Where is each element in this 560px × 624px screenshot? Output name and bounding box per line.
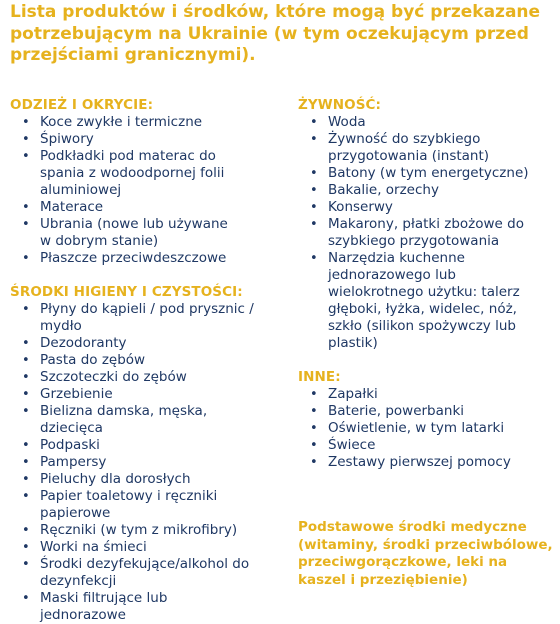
list-item — [298, 216, 560, 250]
list-item — [298, 386, 560, 403]
bullet-icon: • — [22, 404, 30, 419]
list-item-text: aluminiowej — [40, 182, 122, 198]
list-item — [10, 301, 295, 335]
list-item-text: Papier toaletowy i ręczniki — [40, 488, 218, 504]
list-item — [10, 352, 295, 369]
list-item-text: dziecięca — [40, 420, 103, 436]
bullet-icon: • — [310, 132, 318, 147]
list-item — [10, 522, 295, 539]
bullet-icon: • — [22, 251, 30, 266]
bullet-icon: • — [310, 387, 318, 402]
list-item — [298, 420, 560, 437]
bullet-icon: • — [22, 217, 30, 232]
list-item-text: Ubrania (nowe lub używane — [40, 216, 228, 232]
list-item — [298, 199, 560, 216]
list-item-text: Zestawy pierwszej pomocy — [328, 454, 511, 470]
list-item-text: Bielizna damska, męska, — [40, 403, 208, 419]
bullet-icon: • — [310, 251, 318, 266]
bullet-icon: • — [22, 336, 30, 351]
list-item-text: Środki dezyfekujące/alkohol do — [40, 556, 250, 572]
hygiene-list — [10, 301, 295, 624]
list-item-text: papierowe — [40, 505, 111, 521]
list-item-text: Konserwy — [328, 199, 393, 215]
bullet-icon: • — [310, 421, 318, 436]
list-item-text: mydło — [40, 318, 82, 334]
bullet-icon: • — [22, 387, 30, 402]
list-item-text: jednorazowe — [40, 607, 126, 623]
bullet-icon: • — [310, 115, 318, 130]
list-item-text: Świece — [328, 437, 376, 453]
list-item-text: szkło (silikon spożywczy lub — [328, 318, 516, 334]
bullet-icon: • — [310, 455, 318, 470]
bullet-icon: • — [310, 404, 318, 419]
list-item-text: wielokrotnego użytku: talerz — [328, 284, 520, 300]
section-heading-food: ŻYWNOŚĆ: — [298, 97, 382, 113]
bullet-icon: • — [22, 489, 30, 504]
list-item — [10, 471, 295, 488]
bullet-icon: • — [22, 557, 30, 572]
page-title: Lista produktów i środków, które mogą być przekazane potrzebującym na Ukrainie (w tym oczekującym przed przejściami granicznymi). — [10, 2, 541, 65]
bullet-icon: • — [22, 200, 30, 215]
list-item-text: przygotowania (instant) — [328, 148, 490, 164]
list-item-text: Materace — [40, 199, 104, 215]
section-heading-other: INNE: — [298, 369, 341, 385]
right-column — [298, 97, 560, 471]
list-item-text: Ręczniki (w tym z mikrofibry) — [40, 522, 238, 538]
list-item-text: Narzędzia kuchenne — [328, 250, 465, 266]
bullet-icon: • — [22, 370, 30, 385]
food-list — [298, 114, 560, 352]
bullet-icon: • — [22, 302, 30, 317]
list-item-text: Worki na śmieci — [40, 539, 147, 555]
list-item-text: Woda — [328, 114, 366, 130]
list-item-text: Pieluchy dla dorosłych — [40, 471, 191, 487]
list-item-text: Szczoteczki do zębów — [40, 369, 187, 385]
list-item-text: Żywność do szybkiego — [328, 131, 481, 147]
list-item-text: Zapałki — [328, 386, 378, 402]
list-item — [10, 369, 295, 386]
bullet-icon: • — [310, 200, 318, 215]
list-item — [10, 454, 295, 471]
list-item — [10, 216, 295, 250]
list-item — [10, 556, 295, 590]
list-item — [10, 488, 295, 522]
bullet-icon: • — [22, 149, 30, 164]
clothing-list — [10, 114, 295, 267]
list-item — [10, 335, 295, 352]
bullet-icon: • — [310, 217, 318, 232]
list-item-text: jednorazowego lub — [328, 267, 456, 283]
list-item-text: spania z wodoodpornej folii — [40, 165, 225, 181]
list-item-text: dezynfekcji — [40, 573, 117, 589]
list-item-text: Płyny do kąpieli / pod prysznic / — [40, 301, 254, 317]
list-item — [10, 131, 295, 148]
list-item-text: Podpaski — [40, 437, 100, 453]
bullet-icon: • — [310, 183, 318, 198]
list-item — [10, 199, 295, 216]
bullet-icon: • — [22, 132, 30, 147]
left-column — [10, 97, 295, 624]
other-list — [298, 386, 560, 471]
list-item-text: Grzebienie — [40, 386, 113, 402]
list-item — [298, 403, 560, 420]
bullet-icon: • — [22, 353, 30, 368]
list-item-text: Oświetlenie, w tym latarki — [328, 420, 505, 436]
bullet-icon: • — [22, 523, 30, 538]
list-item — [10, 148, 295, 199]
list-item-text: Podkładki pod materac do — [40, 148, 216, 164]
bullet-icon: • — [22, 472, 30, 487]
bullet-icon: • — [22, 591, 30, 606]
list-item-text: plastik) — [328, 335, 378, 351]
list-item — [10, 437, 295, 454]
list-item — [10, 114, 295, 131]
list-item-text: głęboki, łyżka, widelec, nóż, — [328, 301, 517, 317]
list-item-text: w dobrym stanie) — [40, 233, 159, 249]
bullet-icon: • — [310, 166, 318, 181]
list-item — [298, 250, 560, 352]
list-item — [298, 182, 560, 199]
list-item-text: Koce zwykłe i termiczne — [40, 114, 203, 130]
list-item-text: Makarony, płatki zbożowe do — [328, 216, 524, 232]
list-item-text: Pampersy — [40, 454, 107, 470]
list-item — [298, 437, 560, 454]
list-item-text: Baterie, powerbanki — [328, 403, 465, 419]
list-item — [298, 165, 560, 182]
list-item-text: szybkiego przygotowania — [328, 233, 500, 249]
list-item — [10, 386, 295, 403]
bullet-icon: • — [22, 455, 30, 470]
list-item-text: Dezodoranty — [40, 335, 127, 351]
list-item — [10, 539, 295, 556]
list-item — [298, 131, 560, 165]
section-heading-clothing: ODZIEŻ I OKRYCIE: — [10, 97, 154, 113]
list-item-text: Płaszcze przeciwdeszczowe — [40, 250, 227, 266]
list-item — [298, 114, 560, 131]
list-item-text: Śpiwory — [40, 131, 94, 147]
bullet-icon: • — [22, 438, 30, 453]
list-item — [298, 454, 560, 471]
list-item-text: Maski filtrujące lub — [40, 590, 168, 606]
bullet-icon: • — [310, 438, 318, 453]
list-item-text: Bakalie, orzechy — [328, 182, 439, 198]
bullet-icon: • — [22, 115, 30, 130]
bullet-icon: • — [22, 540, 30, 555]
section-heading-hygiene: ŚRODKI HIGIENY I CZYSTOŚCI: — [10, 284, 243, 300]
list-item — [10, 403, 295, 437]
list-item-text: Batony (w tym energetyczne) — [328, 165, 529, 181]
medical-supplies-note: Podstawowe środki medyczne (witaminy, środki przeciwbólowe, przeciwgorączkowe, leki na kaszel i przeziębienie) — [298, 519, 553, 588]
list-item-text: Pasta do zębów — [40, 352, 146, 368]
list-item — [10, 250, 295, 267]
